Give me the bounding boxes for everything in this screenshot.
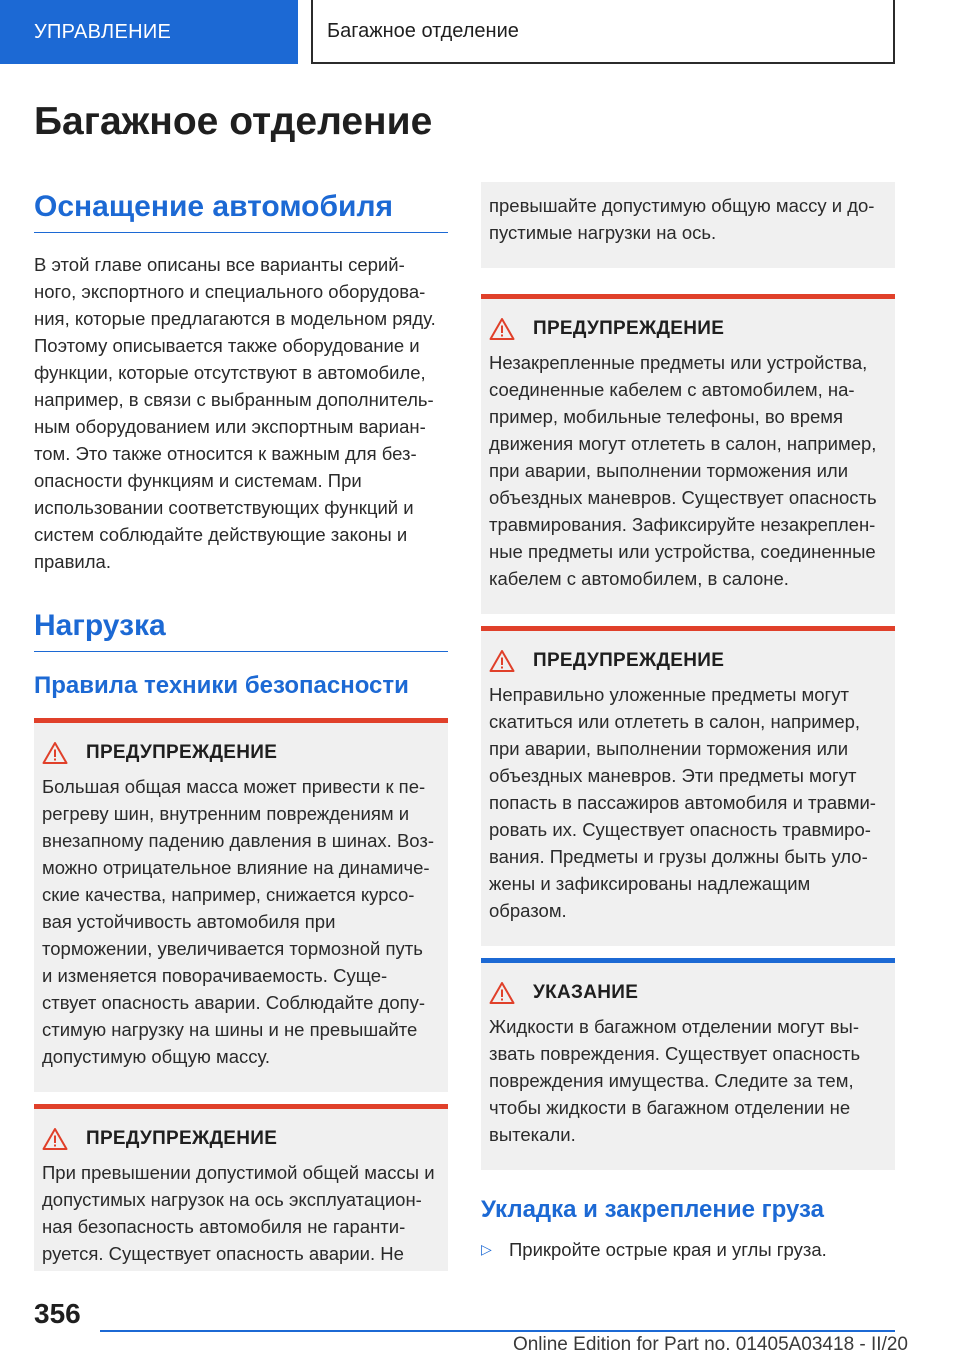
note-line: чтобы жидкости в багажном отделении не (489, 1097, 851, 1118)
equipment-line: ного, экспортного и специального оборудова- (34, 281, 426, 302)
section-tab-label: УПРАВЛЕНИЕ (34, 20, 172, 43)
warning-line: Незакрепленные предметы или устройства, (489, 352, 868, 373)
warning-line: торможении, увеличивается тормозной путь (42, 938, 423, 959)
warning-label: ПРЕДУПРЕЖДЕНИЕ (86, 742, 278, 763)
equipment-line: Поэтому описывается также оборудование и (34, 335, 420, 356)
footer-divider (100, 1330, 895, 1332)
warning-line: При превышении допустимой общей массы и (42, 1162, 435, 1183)
warning-box (481, 626, 895, 946)
warning-box (34, 718, 448, 1092)
note-box (481, 958, 895, 1170)
bullet-text: Прикройте острые края и углы груза. (509, 1239, 827, 1260)
warning-line: ровать их. Существует опасность травмиро- (489, 819, 871, 840)
warning-line: пример, мобильные телефоны, во время (489, 406, 844, 427)
equipment-line: опасности функциям и системам. При (34, 470, 362, 491)
warning-line: попасть в пассажиров автомобиля и травми- (489, 792, 876, 813)
note-line: звать повреждения. Существует опасность (489, 1043, 861, 1064)
heading-equipment: Оснащение автомобиля (34, 190, 448, 233)
warning-line: допустимую общую массу. (42, 1046, 271, 1067)
warning-line: допустимых нагрузок на ось эксплуатацион- (42, 1189, 422, 1210)
warning-line: стимую нагрузку на шины и не превышайте (42, 1019, 418, 1040)
warning-line: превышайте допустимую общую массу и до- (489, 195, 875, 216)
warning-line: ные предметы или устройства, соединенные (489, 541, 876, 562)
warning-line: при аварии, выполнении торможения или (489, 738, 849, 759)
warning-line: ная безопасность автомобиля не гаранти- (42, 1216, 406, 1237)
equipment-line: В этой главе описаны все варианты серий- (34, 254, 405, 275)
heading-safety-rules: Правила техники безопасности (34, 672, 409, 699)
equipment-line: правила. (34, 551, 111, 572)
warning-triangle-icon (489, 649, 515, 673)
heading-load: Нагрузка (34, 609, 448, 652)
warning-line: можно отрицательное влияние на динамиче- (42, 857, 430, 878)
warning-triangle-icon (42, 1127, 68, 1151)
equipment-line: том. Это также относится к важным для без- (34, 443, 417, 464)
section-tab[interactable] (0, 0, 298, 64)
warning-line: и изменяется поворачиваемость. Суще- (42, 965, 388, 986)
warning-label: ПРЕДУПРЕЖДЕНИЕ (86, 1128, 278, 1149)
heading-stowing: Укладка и закрепление груза (481, 1196, 824, 1223)
equipment-line: использовании соответствующих функций и (34, 497, 414, 518)
warning-line: травмирования. Зафиксируйте незакреплен- (489, 514, 876, 535)
warning-box (481, 294, 895, 614)
page-title: Багажное отделение (34, 100, 433, 143)
right-column (481, 182, 895, 1263)
edition-info: Online Edition for Part no. 01405A03418 - II/20 (512, 1334, 908, 1355)
equipment-line: систем соблюдайте действующие законы и (34, 524, 408, 545)
warning-line: ствует опасность аварии. Соблюдайте допу- (42, 992, 426, 1013)
warning-label: ПРЕДУПРЕЖДЕНИЕ (533, 650, 725, 671)
breadcrumb (311, 0, 895, 64)
warning-label: ПРЕДУПРЕЖДЕНИЕ (533, 318, 725, 339)
list-item (481, 1236, 895, 1263)
warning-line: при аварии, выполнении торможения или (489, 460, 849, 481)
note-label: УКАЗАНИЕ (533, 982, 639, 1003)
warning-box-continued (481, 182, 895, 268)
breadcrumb-label: Багажное отделение (327, 19, 519, 42)
warning-line: пустимые нагрузки на ось. (489, 222, 717, 243)
note-line: вытекали. (489, 1124, 576, 1145)
warning-line: объездных маневров. Существует опасность (489, 487, 877, 508)
left-column (34, 190, 448, 1271)
equipment-line: функции, которые отсутствуют в автомобиле, (34, 362, 426, 383)
warning-triangle-icon (489, 317, 515, 341)
warning-line: внезапному падению давления в шинах. Воз- (42, 830, 435, 851)
warning-line: соединенные кабелем с автомобилем, на- (489, 379, 855, 400)
warning-line: Неправильно уложенные предметы могут (489, 684, 850, 705)
bullet-triangle-icon: ▷ (481, 1241, 492, 1257)
note-line: Жидкости в багажном отделении могут вы- (489, 1016, 860, 1037)
warning-line: образом. (489, 900, 567, 921)
note-triangle-icon (489, 981, 515, 1005)
warning-line: ские качества, например, снижается курсо- (42, 884, 415, 905)
note-line: повреждения имущества. Следите за тем, (489, 1070, 854, 1091)
equipment-paragraph (34, 251, 448, 575)
equipment-line: ным оборудованием или экспортным вариан- (34, 416, 426, 437)
warning-triangle-icon (42, 741, 68, 765)
warning-line: регреву шин, внутренним повреждениям и (42, 803, 410, 824)
warning-line: руется. Существует опасность аварии. Не (42, 1243, 404, 1264)
page-number: 356 (34, 1298, 81, 1329)
equipment-line: ния, которые предлагаются в модельном ряду. (34, 308, 436, 329)
warning-line: Большая общая масса может привести к пе- (42, 776, 426, 797)
warning-line: объездных маневров. Эти предметы могут (489, 765, 857, 786)
equipment-line: например, в связи с выбранным дополнитель- (34, 389, 434, 410)
warning-line: вания. Предметы и грузы должны быть уло- (489, 846, 868, 867)
warning-line: жены и зафиксированы надлежащим (489, 873, 811, 894)
warning-box (34, 1104, 448, 1271)
warning-line: движения могут отлететь в салон, например, (489, 433, 877, 454)
warning-line: скатиться или отлететь в салон, например, (489, 711, 861, 732)
warning-line: кабелем с автомобилем, в салоне. (489, 568, 789, 589)
warning-line: вая устойчивость автомобиля при (42, 911, 336, 932)
